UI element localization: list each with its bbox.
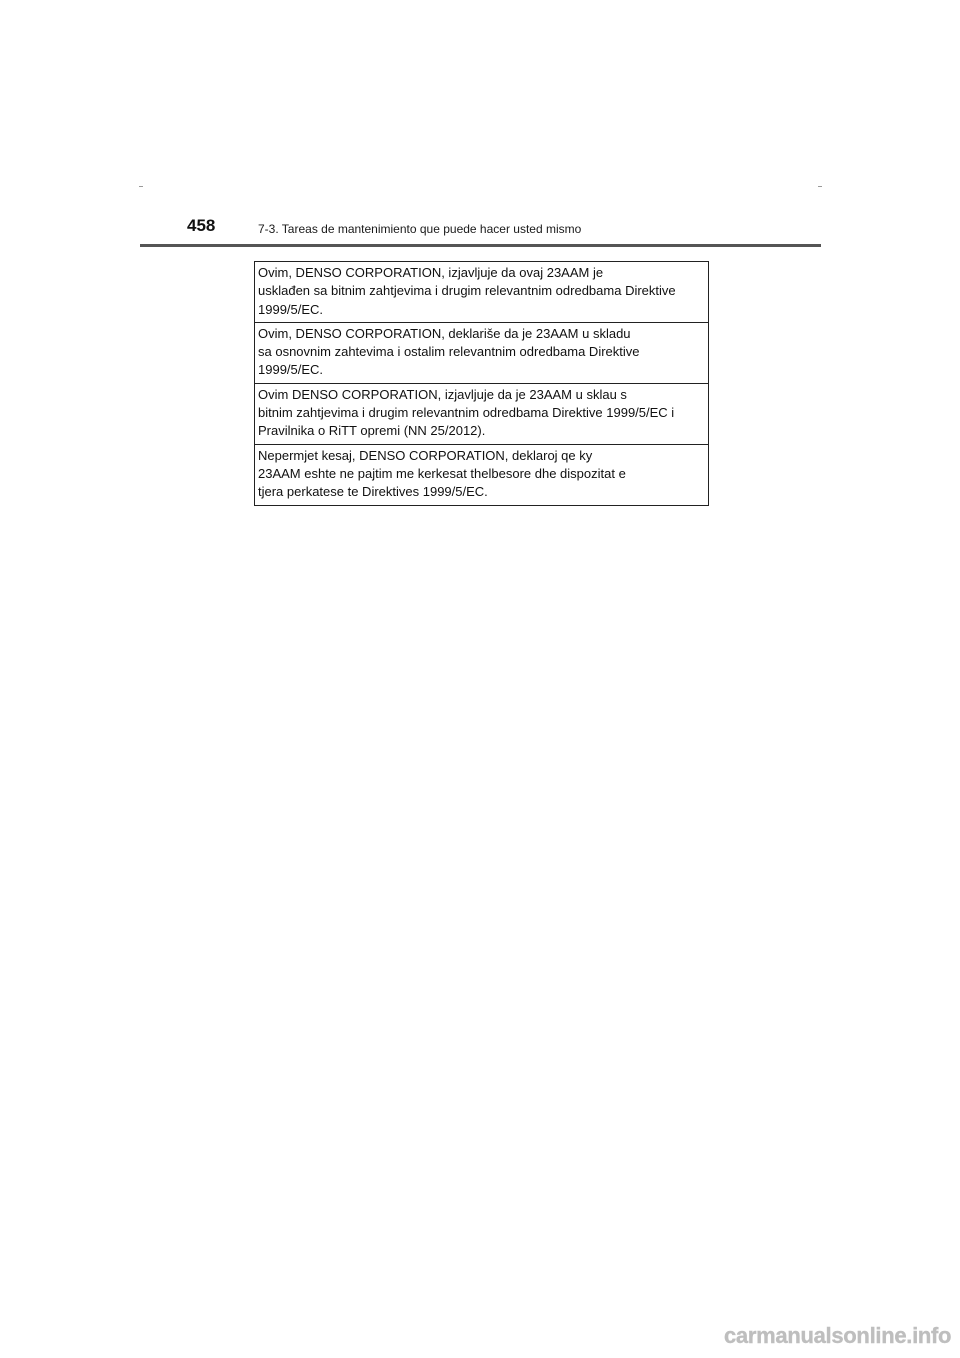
section-title: 7-3. Tareas de mantenimiento que puede hacer usted mismo — [258, 222, 582, 236]
declaration-table — [254, 261, 709, 506]
page-header — [0, 0, 960, 250]
statement-line: Nepermjet kesaj, DENSO CORPORATION, deklaroj qe ky — [258, 447, 593, 463]
statement-line: 23AAM eshte ne pajtim me kerkesat thelbesore dhe dispozitat e — [258, 465, 626, 481]
statement-line: Pravilnika o RiTT opremi (NN 25/2012). — [258, 423, 486, 439]
statement-line: Ovim, DENSO CORPORATION, deklariše da je 23AAM u skladu — [258, 325, 631, 341]
page-number: 458 — [187, 216, 216, 235]
svg-text:carmanualsonline.info: carmanualsonline.info — [724, 1323, 952, 1348]
header-rule — [140, 244, 821, 247]
statement-line: tjera perkatese te Direktives 1999/5/EC. — [258, 484, 488, 500]
statement-line: Ovim, DENSO CORPORATION, izjavljuje da ovaj 23AAM je — [258, 265, 604, 280]
statement-line: sa osnovnim zahtevima i ostalim relevantnim odredbama Direktive — [258, 344, 640, 360]
statement-line: Ovim DENSO CORPORATION, izjavljuje da je 23AAM u sklau s — [258, 386, 627, 402]
statement-line: 1999/5/EC. — [258, 362, 324, 378]
declaration-statement-3 — [255, 384, 708, 445]
declaration-statement-4 — [255, 445, 708, 505]
declaration-statement-1 — [255, 262, 708, 323]
statement-line: usklađen sa bitnim zahtjevima i drugim relevantnim odredbama Direktive — [258, 283, 676, 299]
watermark-logo — [722, 1318, 952, 1352]
watermark-logo-graphic — [722, 1318, 952, 1352]
statement-line: 1999/5/EC. — [258, 301, 324, 317]
statement-line: bitnim zahtjevima i drugim relevantnim odredbama Direktive 1999/5/EC i — [258, 405, 675, 421]
declaration-statement-2 — [255, 323, 708, 384]
